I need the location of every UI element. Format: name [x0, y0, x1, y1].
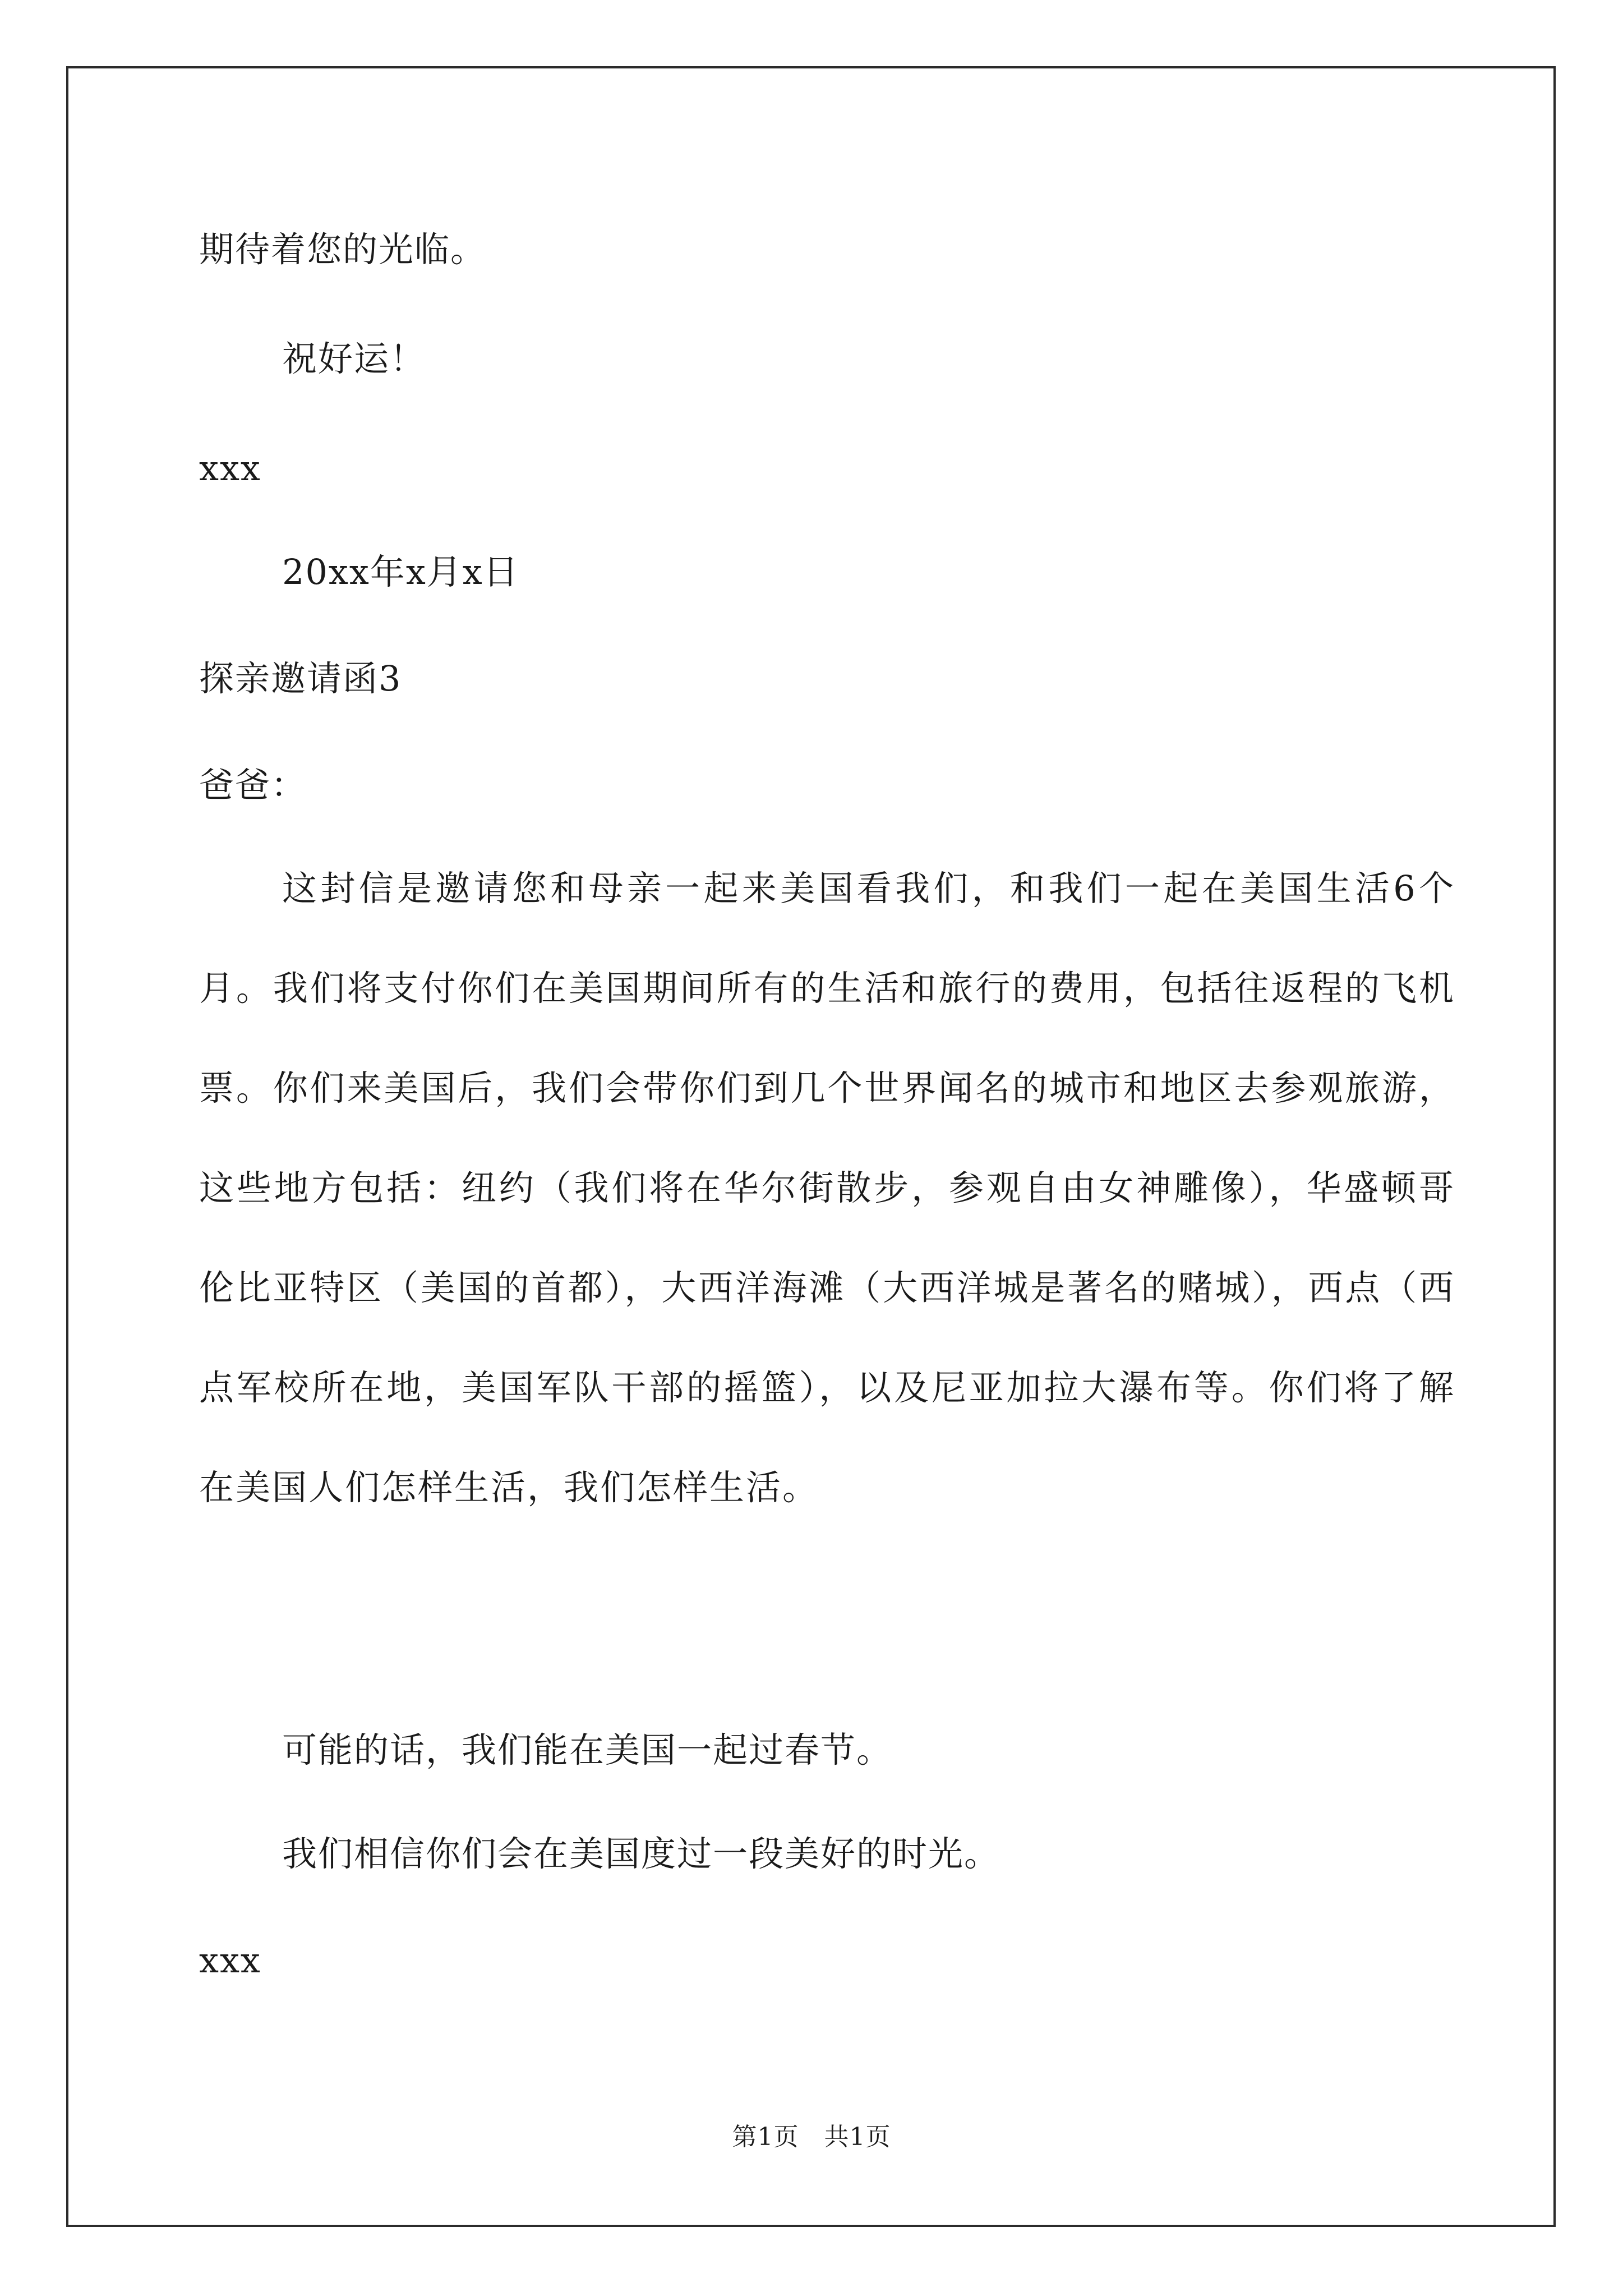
good-time-line: 我们相信你们会在美国度过一段美好的时光。: [282, 1833, 1000, 1874]
signature-second: xxx: [199, 1940, 261, 1981]
salutation: 爸爸：: [199, 765, 307, 806]
signature-first: xxx: [199, 448, 261, 489]
page-footer: 第1页 共1页: [732, 2123, 891, 2151]
spring-festival-line: 可能的话，我们能在美国一起过春节。: [282, 1729, 893, 1770]
letter-date: 20xx年x月x日: [282, 551, 519, 592]
letter-body-paragraph: 这封信是邀请您和母亲一起来美国看我们，和我们一起在美国生活6个月。我们将支付你们在美国期间所有的生活和旅行的费用，包括往返程的飞机票。你们来美国后，我们会带你们到几个世界闻名的城市和地区去参观旅游，这些地方包括：纽约（我们将在华尔街散步，参观自由女神雕像），华盛顿哥伦比亚特区（美国的首都），大西洋海滩（大西洋城是著名的赌城），西点（西点军校所在地，美国军队干部的摇篮），以及尼亚加拉大瀑布等。你们将了解在美国人们怎样生活，我们怎样生活。: [199, 868, 1455, 1508]
wish-line: 祝好运！: [282, 338, 426, 379]
closing-line: 期待着您的光临。: [199, 229, 487, 270]
section-title: 探亲邀请函3: [199, 658, 402, 699]
